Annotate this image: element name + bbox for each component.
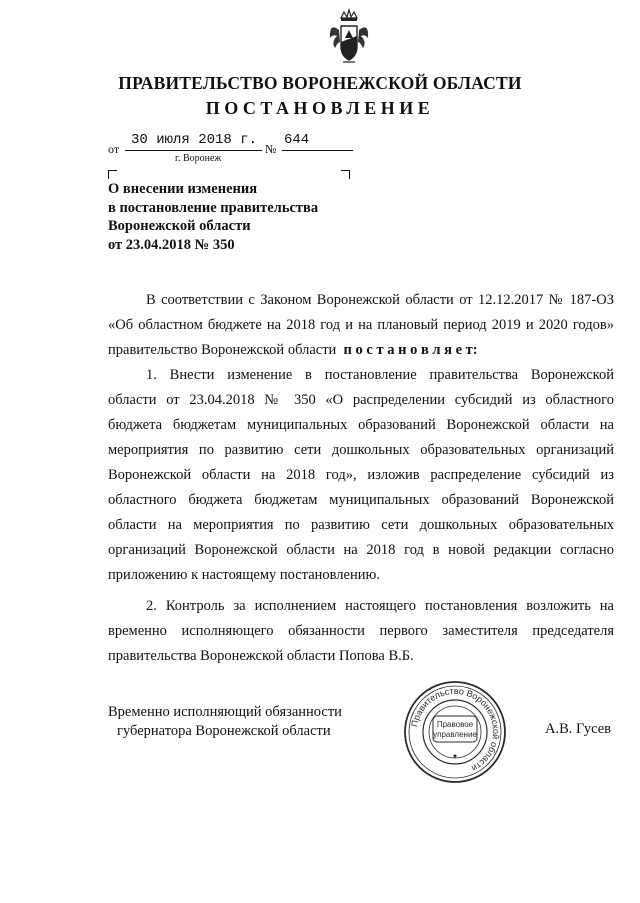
date-value: 30 июля 2018 г.: [131, 132, 258, 148]
item-1-line: области от 23.04.2018 № 350 «О распределении субсидий из областного: [108, 392, 614, 408]
number-prefix: №: [265, 142, 277, 156]
item-1-line: приложению к настоящему постановлению.: [108, 567, 380, 583]
subject-line: в постановление правительства: [108, 199, 319, 216]
coat-of-arms-icon: [327, 8, 371, 66]
item-1-paragraph: [108, 363, 614, 588]
document-subject: [108, 180, 318, 254]
signatory-position-line: Временно исполняющий обязанности: [108, 704, 342, 720]
stamp-center-line: Правовое: [436, 720, 474, 729]
organization-title: ПРАВИТЕЛЬСТВО ВОРОНЕЖСКОЙ ОБЛАСТИ: [118, 73, 522, 93]
number-value: 644: [284, 132, 310, 148]
subject-line: О внесении изменения: [108, 181, 258, 197]
preamble-line: «Об областном бюджете на 2018 год и на плановый период 2019 и 2020 годов»: [108, 317, 614, 333]
subject-line: Воронежской области: [108, 218, 251, 234]
item-1-line: бюджета бюджетам муниципальных образований Воронежской области на: [108, 417, 614, 433]
item-2-line: правительства Воронежской области Попова В.Б.: [108, 648, 414, 664]
item-1-line: области на мероприятия по развитию сети дошкольных образовательных: [108, 517, 614, 533]
preamble-line-tail: [108, 338, 614, 363]
signatory-name: А.В. Гусев: [545, 721, 611, 737]
stamp-ring-text: Правительство Воронежской области: [409, 685, 502, 774]
date-prefix: от: [108, 142, 120, 156]
preamble-tail: правительство Воронежской области: [108, 342, 337, 358]
bracket-top-right: [341, 170, 350, 179]
number-underline: [282, 132, 353, 151]
document-type: ПОСТАНОВЛЕНИЕ: [205, 98, 435, 118]
stamp-center-line: управление: [433, 730, 477, 739]
item-1-line: областного бюджета бюджетам муниципальных образований Воронежской: [108, 492, 614, 508]
bracket-top-left: [108, 170, 117, 179]
item-2-line: временно исполняющего обязанности первого заместителя председателя: [108, 623, 614, 639]
decree-word: п о с т а н о в л я е т:: [343, 342, 478, 358]
city-label: г. Воронеж: [175, 153, 222, 164]
preamble-paragraph: [108, 288, 614, 363]
item-1-line: мероприятия по развитию сети дошкольных образовательных организаций: [108, 442, 614, 458]
preamble-line: В соответствии с Законом Воронежской области от 12.12.2017 № 187-ОЗ: [146, 292, 614, 308]
item-1-line: организаций Воронежской области на 2018 год в новой редакции согласно: [108, 542, 614, 558]
subject-line: от 23.04.2018 № 350: [108, 236, 235, 253]
date-underline: [125, 132, 262, 151]
item-2-line: 2. Контроль за исполнением настоящего постановления возложить на: [146, 598, 614, 614]
signatory-position: [108, 703, 368, 740]
item-1-line: 1. Внести изменение в постановление правительства Воронежской: [146, 367, 614, 383]
item-2-paragraph: [108, 594, 614, 669]
item-1-line: Воронежской области на 2018 год», изложив распределение субсидий из: [108, 467, 614, 483]
official-stamp-icon: [397, 676, 513, 784]
signatory-position-line: губернатора Воронежской области: [117, 722, 331, 739]
